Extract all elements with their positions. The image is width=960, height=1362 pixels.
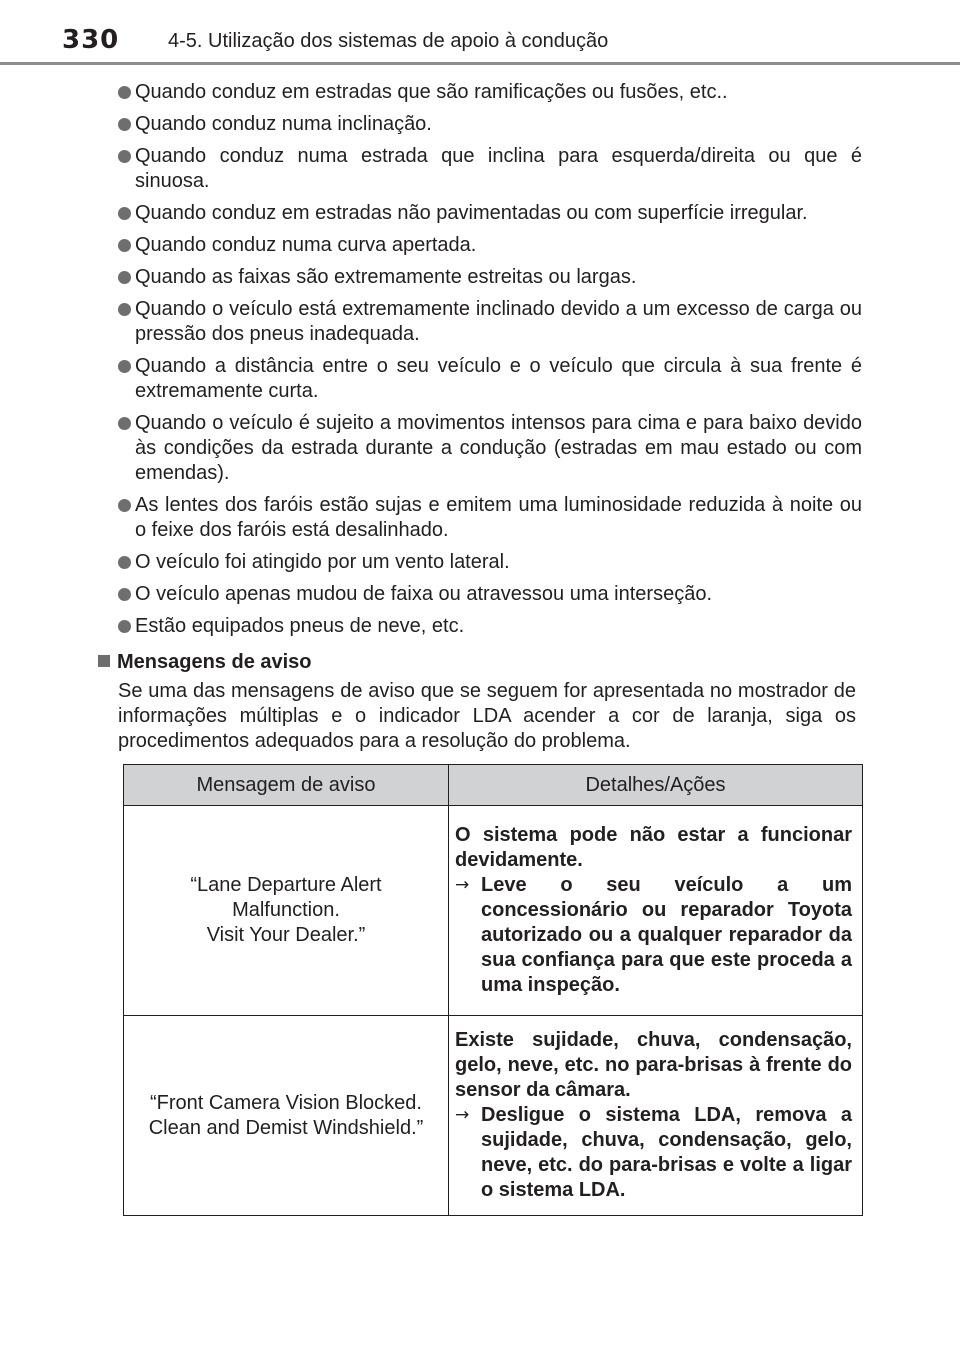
bullet-icon <box>118 556 131 569</box>
warning-message-line: Clean and Demist Windshield.” <box>148 1116 424 1139</box>
section-title: 4-5. Utilização dos sistemas de apoio à condução <box>168 30 609 52</box>
page-number: 330 <box>62 25 120 55</box>
list-item-text: Quando o veículo está extremamente inclinado devido a um excesso de carga ou pressão dos pneus inadequada. <box>135 298 862 345</box>
bullet-icon <box>118 417 131 430</box>
right-arrow-icon: → <box>455 1105 470 1125</box>
right-arrow-icon: → <box>455 875 470 895</box>
list-item-text: Quando conduz em estradas não pavimentadas ou com superfície irregular. <box>135 202 808 224</box>
warning-message-cell <box>124 1016 449 1216</box>
warning-messages-intro: Se uma das mensagens de aviso que se seguem for apresentada no mostrador de informações múltiplas e o indicador LDA acender a cor de laranja, siga os procedimentos adequados para a resolução do problema. <box>118 680 856 752</box>
bullet-icon <box>118 588 131 601</box>
list-item <box>118 354 862 404</box>
header-divider <box>0 62 960 65</box>
warning-messages-heading <box>98 650 312 675</box>
bullet-icon <box>118 620 131 633</box>
list-item <box>118 582 862 607</box>
list-item <box>118 233 862 258</box>
column-header-details: Detalhes/Ações <box>449 765 863 806</box>
list-item-text: Quando as faixas são extremamente estreitas ou largas. <box>135 266 637 288</box>
bullet-icon <box>118 303 131 316</box>
table-row <box>124 806 863 1016</box>
table-row <box>124 1016 863 1216</box>
list-item <box>118 614 862 639</box>
list-item-text: Quando conduz numa inclinação. <box>135 113 432 135</box>
warning-message-line: Visit Your Dealer.” <box>206 924 366 946</box>
list-item <box>118 80 862 105</box>
bullet-icon <box>118 239 131 252</box>
list-item <box>118 144 862 194</box>
list-item-text: Quando conduz em estradas que são ramificações ou fusões, etc.. <box>135 81 728 103</box>
list-item-text: O veículo foi atingido por um vento lateral. <box>135 551 510 573</box>
warning-messages-table <box>123 764 863 1216</box>
list-item <box>118 493 862 543</box>
list-item-text: Quando conduz numa curva apertada. <box>135 234 477 256</box>
page-header <box>0 0 960 68</box>
list-item-text: Estão equipados pneus de neve, etc. <box>135 615 465 637</box>
list-item <box>118 201 862 226</box>
action-step <box>455 873 852 998</box>
bullet-icon <box>118 86 131 99</box>
square-bullet-icon <box>98 655 110 667</box>
bullet-icon <box>118 499 131 512</box>
list-item-text: As lentes dos faróis estão sujas e emitem uma luminosidade reduzida à noite ou o feixe dos faróis está desalinhado. <box>135 494 862 541</box>
details-cell <box>449 806 863 1016</box>
conditions-list <box>118 80 862 646</box>
action-step <box>455 1103 852 1203</box>
details-text: O sistema pode não estar a funcionar devidamente. <box>455 824 852 871</box>
column-header-message: Mensagem de aviso <box>124 765 449 806</box>
list-item <box>118 411 862 486</box>
list-item-text: Quando conduz numa estrada que inclina para esquerda/direita ou que é sinuosa. <box>135 145 862 192</box>
warning-messages-heading-text: Mensagens de aviso <box>117 651 312 673</box>
bullet-icon <box>118 118 131 131</box>
list-item-text: O veículo apenas mudou de faixa ou atravessou uma interseção. <box>135 583 713 605</box>
details-cell <box>449 1016 863 1216</box>
warning-message-line: “Lane Departure Alert <box>190 874 382 896</box>
list-item-text: Quando a distância entre o seu veículo e o veículo que circula à sua frente é extremamente curta. <box>135 355 862 402</box>
details-text: Existe sujidade, chuva, condensação, gelo, neve, etc. no para-brisas à frente do sensor da câmara. <box>455 1029 852 1101</box>
warning-message-line: Malfunction. <box>232 899 340 921</box>
warning-message-line: “Front Camera Vision Blocked. <box>150 1091 422 1114</box>
bullet-icon <box>118 271 131 284</box>
bullet-icon <box>118 207 131 220</box>
list-item <box>118 550 862 575</box>
list-item <box>118 297 862 347</box>
warning-message-cell <box>124 806 449 1016</box>
list-item-text: Quando o veículo é sujeito a movimentos intensos para cima e para baixo devido às condições da estrada durante a condução (estradas em mau estado ou com emendas). <box>135 412 862 484</box>
bullet-icon <box>118 150 131 163</box>
table-header-row <box>124 765 863 806</box>
bullet-icon <box>118 360 131 373</box>
action-text: Desligue o sistema LDA, remova a sujidade, chuva, condensação, gelo, neve, etc. do para-brisas e volte a ligar o sistema LDA. <box>481 1104 852 1201</box>
list-item <box>118 112 862 137</box>
action-text: Leve o seu veículo a um concessionário ou reparador Toyota autorizado ou a qualquer reparador da sua confiança para que este proceda a uma inspeção. <box>481 874 852 996</box>
list-item <box>118 265 862 290</box>
